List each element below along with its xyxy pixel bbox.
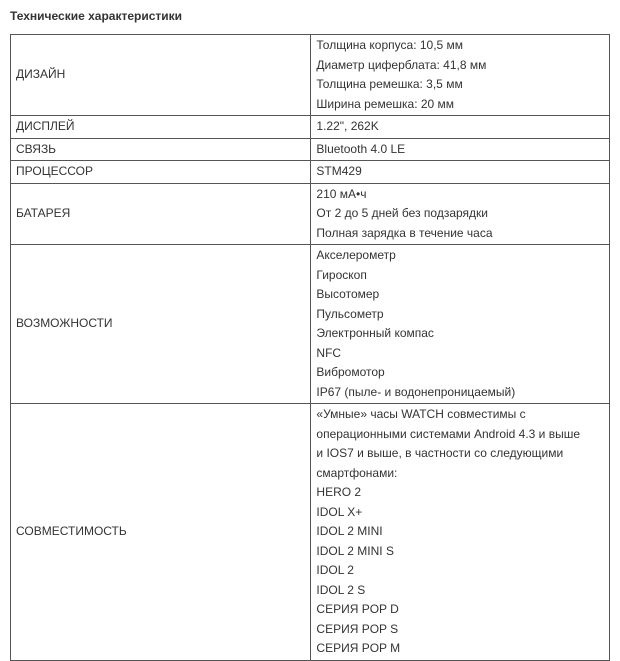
spec-value-line: Гироскоп	[316, 267, 367, 282]
spec-value-line: Толщина ремешка: 3,5 мм	[316, 77, 463, 91]
spec-row	[11, 138, 610, 161]
spec-value-line: Вибромотор	[316, 365, 385, 379]
spec-label: ДИЗАЙН	[11, 35, 311, 116]
spec-value-line: IDOL 2	[316, 563, 354, 577]
spec-label: ПРОЦЕССОР	[11, 161, 311, 184]
spec-value-line: СЕРИЯ POP S	[316, 621, 399, 636]
spec-value-line: IDOL 2 MINI S	[316, 543, 394, 558]
spec-value	[311, 138, 610, 161]
spec-label: ДИСПЛЕЙ	[11, 116, 311, 139]
spec-label: СОВМЕСТИМОСТЬ	[11, 404, 311, 661]
spec-value-line: Ширина ремешка: 20 мм	[316, 96, 455, 111]
spec-value	[311, 161, 610, 184]
spec-value	[311, 183, 610, 245]
spec-value-line: Пульсометр	[316, 306, 384, 321]
spec-value-line: и IOS7 и выше, в частности со следующими	[316, 446, 564, 460]
spec-value-line: 210 мА•ч	[316, 186, 367, 201]
spec-value-line: IDOL X+	[316, 504, 363, 519]
page-title: Технические характеристики	[10, 9, 183, 23]
spec-value-line: 1.22", 262K	[316, 119, 379, 133]
spec-label: ВОЗМОЖНОСТИ	[11, 245, 311, 404]
spec-value-line: СЕРИЯ POP D	[316, 602, 399, 616]
spec-value	[311, 35, 610, 116]
spec-value-line: Толщина корпуса: 10,5 мм	[316, 38, 464, 52]
spec-table	[10, 34, 610, 661]
spec-row	[11, 404, 610, 661]
spec-value-line: СЕРИЯ POP M	[316, 641, 401, 655]
spec-label: БАТАРЕЯ	[11, 183, 311, 245]
spec-value-line: смартфонами:	[316, 465, 398, 480]
spec-value-line: NFC	[316, 345, 342, 360]
spec-value-line: HERO 2	[316, 485, 362, 499]
spec-value-line: операционными системами Android 4.3 и выше	[316, 426, 581, 441]
spec-value-line: Диаметр циферблата: 41,8 мм	[316, 57, 487, 72]
spec-value-line: Высотомер	[316, 287, 380, 301]
spec-value-line: Электронный компас	[316, 326, 434, 340]
spec-value-line: IDOL 2 S	[316, 582, 366, 597]
spec-table-body	[11, 35, 610, 661]
spec-value-line: Полная зарядка в течение часа	[316, 225, 493, 240]
spec-value-line: IP67 (пыле- и водонепроницаемый)	[316, 384, 516, 399]
spec-value-line: Акселерометр	[316, 248, 396, 262]
spec-label: СВЯЗЬ	[11, 138, 311, 161]
spec-value	[311, 245, 610, 404]
spec-row	[11, 245, 610, 404]
spec-value-line: STM429	[316, 164, 362, 178]
spec-row	[11, 161, 610, 184]
spec-row	[11, 35, 610, 116]
spec-value	[311, 404, 610, 661]
spec-row	[11, 183, 610, 245]
spec-value-line: От 2 до 5 дней без подзарядки	[316, 206, 488, 220]
spec-value-line: IDOL 2 MINI	[316, 524, 383, 538]
spec-row	[11, 116, 610, 139]
spec-value	[311, 116, 610, 139]
spec-value-line: «Умные» часы WATCH совместимы с	[316, 407, 526, 421]
spec-value-line: Bluetooth 4.0 LE	[316, 141, 406, 156]
